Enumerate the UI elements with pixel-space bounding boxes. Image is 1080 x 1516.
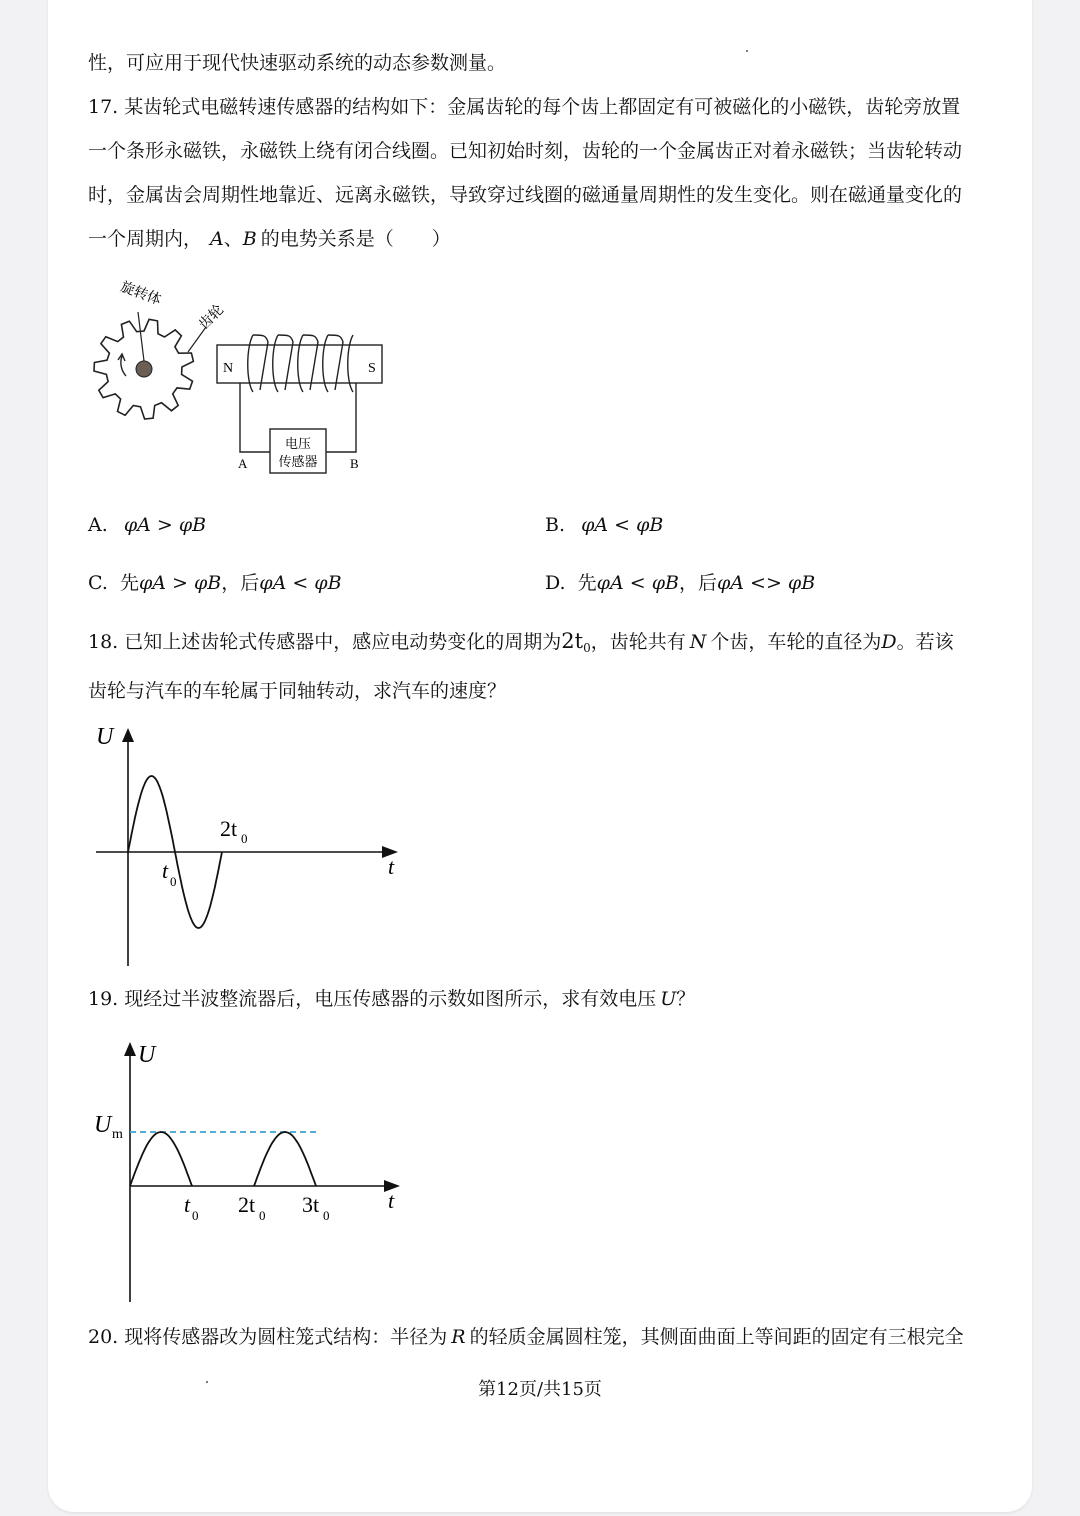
um-label-sub: m xyxy=(112,1127,123,1142)
speck xyxy=(206,1381,208,1383)
tick-t0: t xyxy=(184,1192,191,1217)
text-span: 。若该 xyxy=(896,631,954,653)
text-span: 19. 现经过半波整流器后，电压传感器的示数如图所示，求有效电压 xyxy=(88,988,657,1010)
y-axis-label: U xyxy=(138,1042,156,1068)
option-expression: φA > φB xyxy=(138,572,222,594)
text-span: 先 xyxy=(577,572,597,594)
tick-2t0-sub: 0 xyxy=(241,831,248,846)
um-label: U xyxy=(94,1112,112,1138)
half-wave-curve xyxy=(130,1132,316,1186)
text-span: ，后 xyxy=(221,572,260,594)
gear-sensor-diagram xyxy=(88,272,398,482)
text-span: 20. 现将传感器改为圆柱笼式结构：半径为 xyxy=(88,1326,448,1348)
text-span: 的轻质金属圆柱笼，其侧面曲面上等间距的固定有三根完全 xyxy=(469,1326,964,1348)
option-label: B. xyxy=(545,514,566,536)
tick-t0-sub: 0 xyxy=(192,1208,199,1223)
option-expression: φA > φB xyxy=(123,514,207,536)
x-axis-label: t xyxy=(388,1188,395,1213)
y-axis-arrow-icon xyxy=(122,728,134,742)
rectified-voltage-graph xyxy=(88,1032,418,1304)
tick-3t0-sub: 0 xyxy=(323,1208,330,1223)
var-B: B xyxy=(242,228,257,250)
sensor-label-line2: 传感器 xyxy=(278,454,318,469)
option-label: D. xyxy=(545,572,566,594)
magnet-n-pole: N xyxy=(223,361,234,376)
tick-3t0: 3t xyxy=(302,1192,320,1217)
q17-line: 一个条形永磁铁，永磁铁上绕有闭合线圈。已知初始时刻，齿轮的一个金属齿正对着永磁铁；当齿轮转动 xyxy=(88,140,963,162)
q20-line xyxy=(88,1322,964,1352)
option-expression: φA < φB xyxy=(581,514,664,536)
page-footer: 第12页/共15页 xyxy=(478,1379,602,1400)
option-expression: φA < φB xyxy=(596,572,679,594)
q19-line xyxy=(88,984,695,1014)
option-d[interactable] xyxy=(545,568,815,598)
var-R: R xyxy=(451,1326,466,1348)
subscript: 0 xyxy=(583,641,591,655)
var-A: A xyxy=(210,228,224,250)
rotor-axle xyxy=(136,361,152,377)
text-span: 个齿，车轮的直径为 xyxy=(710,631,882,653)
text-line: 性，可应用于现代快速驱动系统的动态参数测量。 xyxy=(88,52,507,74)
option-b[interactable] xyxy=(545,510,663,540)
math-2t0: 2t xyxy=(561,629,584,653)
var-N: N xyxy=(689,631,707,653)
y-axis-arrow-icon xyxy=(124,1042,136,1056)
q17-line xyxy=(88,224,451,254)
terminal-a: A xyxy=(238,456,248,471)
option-label: C. xyxy=(88,572,108,594)
tick-2t0-sub: 0 xyxy=(259,1208,266,1223)
q18-line: 齿轮与汽车的车轮属于同轴转动，求汽车的速度？ xyxy=(88,680,507,702)
option-c[interactable] xyxy=(88,568,342,598)
tick-t0-sub: 0 xyxy=(170,874,177,889)
text-span: 的电势关系是（ ） xyxy=(260,228,451,250)
y-axis-label: U xyxy=(96,724,114,750)
text-span: 、 xyxy=(223,228,243,250)
var-D: D xyxy=(881,631,897,653)
var-U: U xyxy=(660,988,677,1010)
rotor-label: 旋转体 xyxy=(118,279,163,309)
text-span: 先 xyxy=(119,572,139,594)
option-a[interactable] xyxy=(88,510,206,540)
tick-2t0: 2t xyxy=(238,1192,256,1217)
gear-label: 齿轮 xyxy=(196,302,227,333)
q17-line: 17. 某齿轮式电磁转速传感器的结构如下：金属齿轮的每个齿上都固定有可被磁化的小磁铁，齿轮旁放置 xyxy=(88,96,961,118)
option-expression: φA < φB xyxy=(259,572,342,594)
text-span: ？ xyxy=(676,988,696,1010)
option-label: A. xyxy=(88,514,108,536)
q18-line xyxy=(88,626,954,663)
x-axis-label: t xyxy=(388,854,395,879)
text-span: 18. 已知上述齿轮式传感器中，感应电动势变化的周期为 xyxy=(88,631,562,653)
tick-t0: t xyxy=(162,858,169,883)
text-span: 一个周期内， xyxy=(88,228,203,250)
tick-2t0: 2t xyxy=(220,816,238,841)
terminal-b: B xyxy=(350,456,359,471)
voltage-sine-graph xyxy=(88,718,408,970)
q17-line: 时，金属齿会周期性地靠近、远离永磁铁，导致穿过线圈的磁通量周期性的发生变化。则在磁通量变化的 xyxy=(88,184,963,206)
sensor-label-line1: 电压 xyxy=(284,436,312,451)
bar-magnet xyxy=(217,345,382,383)
option-expression: φA <> φB xyxy=(716,572,816,594)
text-span: ，后 xyxy=(678,572,717,594)
text-span: ，齿轮共有 xyxy=(590,631,686,653)
speck xyxy=(746,50,748,52)
magnet-s-pole: S xyxy=(368,361,376,376)
